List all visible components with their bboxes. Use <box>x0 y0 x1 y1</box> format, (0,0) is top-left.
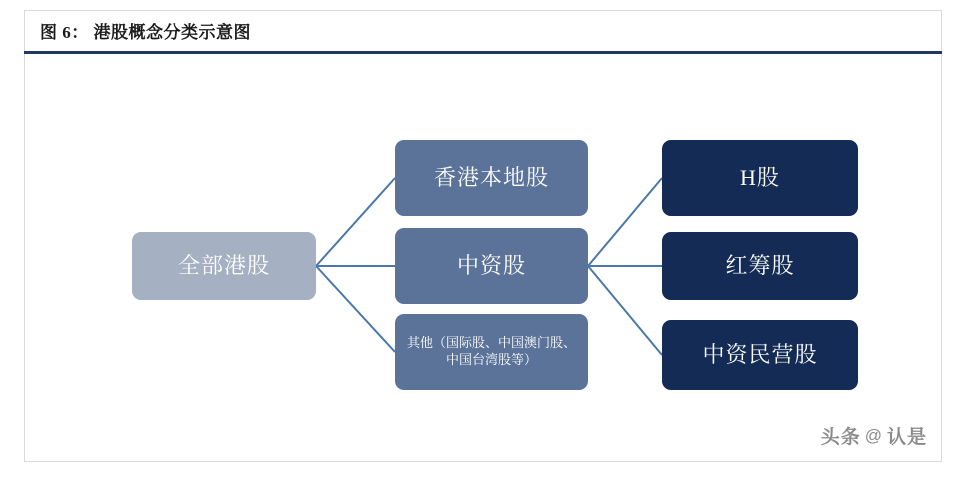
watermark-brand: 头条 <box>820 427 861 448</box>
node-chinese-funded-stocks[interactable] <box>395 228 588 304</box>
node-all-hk-stocks-label: 全部港股 <box>177 252 270 278</box>
node-all-hk-stocks[interactable] <box>132 232 316 300</box>
node-other-stocks-label: 其他（国际股、中国澳门股、中国台湾股等） <box>406 335 576 367</box>
node-hk-local-stocks-label: 香港本地股 <box>433 164 549 190</box>
node-red-chip-shares-label: 红筹股 <box>725 252 795 278</box>
watermark <box>821 422 927 449</box>
node-chinese-private-shares-label: 中资民营股 <box>702 341 818 367</box>
node-red-chip-shares[interactable] <box>662 232 858 300</box>
node-other-stocks[interactable] <box>395 314 588 390</box>
node-chinese-funded-stocks-label: 中资股 <box>456 252 526 278</box>
node-chinese-private-shares[interactable] <box>662 320 858 390</box>
figure-title-bar <box>24 10 942 54</box>
node-hk-local-stocks[interactable] <box>395 140 588 216</box>
node-h-shares[interactable] <box>662 140 858 216</box>
watermark-at-icon: @ <box>864 425 883 445</box>
node-h-shares-label: H股 <box>740 164 780 190</box>
watermark-handle: 认是 <box>886 427 927 448</box>
figure-title: 图 6： 港股概念分类示意图 <box>40 23 251 42</box>
